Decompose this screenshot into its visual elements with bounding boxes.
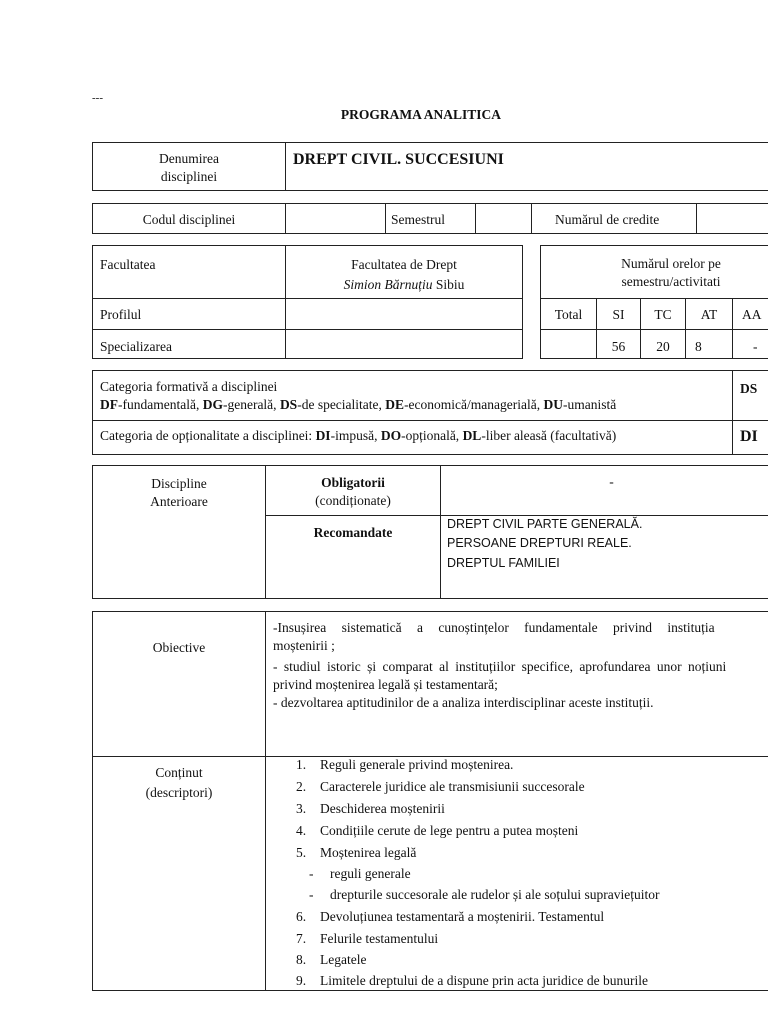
prereq-label-line2: Anterioare bbox=[150, 494, 208, 509]
recommended-label: Recomandate bbox=[313, 525, 393, 540]
header-dashes: --- bbox=[92, 92, 103, 104]
content-item: 1. Reguli generale privind moștenirea. bbox=[296, 757, 514, 772]
objectives-label: Obiective bbox=[152, 640, 206, 655]
formative-legend: DF-fundamentală, DG-generală, DS-de specialitate, DE-economică/managerială, DU-umanistă bbox=[100, 397, 617, 412]
objectives-line-3: - studiul istoric și comparat al instituțiilor specifice, aprofundarea unor noțiuni bbox=[273, 659, 727, 674]
objectives-line-4: privind moștenirea legală și testamentară; bbox=[273, 677, 498, 692]
recommended-value-2: PERSOANE DREPTURI REALE. bbox=[447, 536, 632, 550]
content-label-line2: (descriptori) bbox=[145, 785, 213, 800]
credits-label: Numărul de credite bbox=[555, 212, 660, 227]
formative-value: DS bbox=[740, 381, 758, 396]
content-subitem: - reguli generale bbox=[309, 866, 411, 881]
hours-val-tc: 20 bbox=[656, 339, 670, 354]
hours-col-si: SI bbox=[612, 307, 625, 322]
faculty-label: Facultatea bbox=[100, 257, 156, 272]
faculty-value-italic: Simion Bărnuțiu bbox=[343, 277, 433, 292]
optional-legend: Categoria de opționalitate a disciplinei: DI-impusă, DO-opțională, DL-liber aleasă (facultativă) bbox=[100, 428, 617, 443]
hours-col-total: Total bbox=[554, 307, 583, 322]
recommended-value-3: DREPTUL FAMILIEI bbox=[447, 556, 560, 570]
page-title: PROGRAMA ANALITICA bbox=[340, 107, 502, 122]
mandatory-label: Obligatorii bbox=[321, 475, 385, 490]
hours-col-aa: AA bbox=[742, 307, 762, 322]
content-item: 8. Legatele bbox=[296, 952, 367, 967]
hours-header-line2: semestru/activitati bbox=[621, 274, 721, 289]
hours-val-si: 56 bbox=[611, 339, 626, 354]
content-item: 5. Moștenirea legală bbox=[296, 845, 417, 860]
code-label: Codul disciplinei bbox=[142, 212, 236, 227]
content-item: 6. Devoluțiunea testamentară a moștenirii. Testamentul bbox=[296, 909, 605, 924]
faculty-value-line1: Facultatea de Drept bbox=[351, 257, 457, 272]
hours-col-at: AT bbox=[700, 307, 718, 322]
content-subitem: - drepturile succesorale ale rudelor și ale soțului supraviețuitor bbox=[309, 887, 660, 902]
hours-col-tc: TC bbox=[654, 307, 672, 322]
mandatory-sub: (condiționate) bbox=[315, 493, 391, 508]
objectives-line-1: -Insușirea sistematică a cunoștințelor fundamentale privind instituția bbox=[273, 620, 715, 635]
content-item: 3. Deschiderea moștenirii bbox=[296, 801, 445, 816]
content-label-line1: Conținut bbox=[155, 765, 203, 780]
faculty-value-line2 bbox=[286, 276, 522, 294]
discipline-label-line1: Denumirea bbox=[159, 151, 219, 166]
formative-label: Categoria formativă a disciplinei bbox=[100, 379, 278, 394]
hours-val-at: 8 bbox=[695, 339, 702, 354]
semester-label: Semestrul bbox=[391, 212, 445, 227]
objectives-line-5: - dezvoltarea aptitudinilor de a analiza interdisciplinar aceste instituții. bbox=[273, 695, 654, 710]
discipline-name: DREPT CIVIL. SUCCESIUNI bbox=[293, 151, 504, 168]
discipline-label-line2: disciplinei bbox=[160, 169, 218, 184]
content-item: 2. Caracterele juridice ale transmisiunii succesorale bbox=[296, 779, 585, 794]
objectives-line-2: moștenirii ; bbox=[273, 638, 335, 653]
hours-val-aa: - bbox=[753, 339, 758, 354]
optional-value: DI bbox=[740, 428, 758, 445]
content-item: 7. Felurile testamentului bbox=[296, 931, 439, 946]
content-item: 9. Limitele dreptului de a dispune prin acta juridice de bunurile bbox=[296, 973, 649, 988]
faculty-value-rest: Sibiu bbox=[432, 277, 465, 292]
recommended-value-1: DREPT CIVIL PARTE GENERALĂ. bbox=[447, 517, 643, 531]
content-item: 4. Condițiile cerute de lege pentru a putea moșteni bbox=[296, 823, 579, 838]
hours-header-line1: Numărul orelor pe bbox=[621, 256, 721, 271]
specialization-label: Specializarea bbox=[100, 339, 172, 354]
profile-label: Profilul bbox=[100, 307, 142, 322]
mandatory-value: - bbox=[609, 474, 614, 489]
prereq-label-line1: Discipline bbox=[151, 476, 207, 491]
